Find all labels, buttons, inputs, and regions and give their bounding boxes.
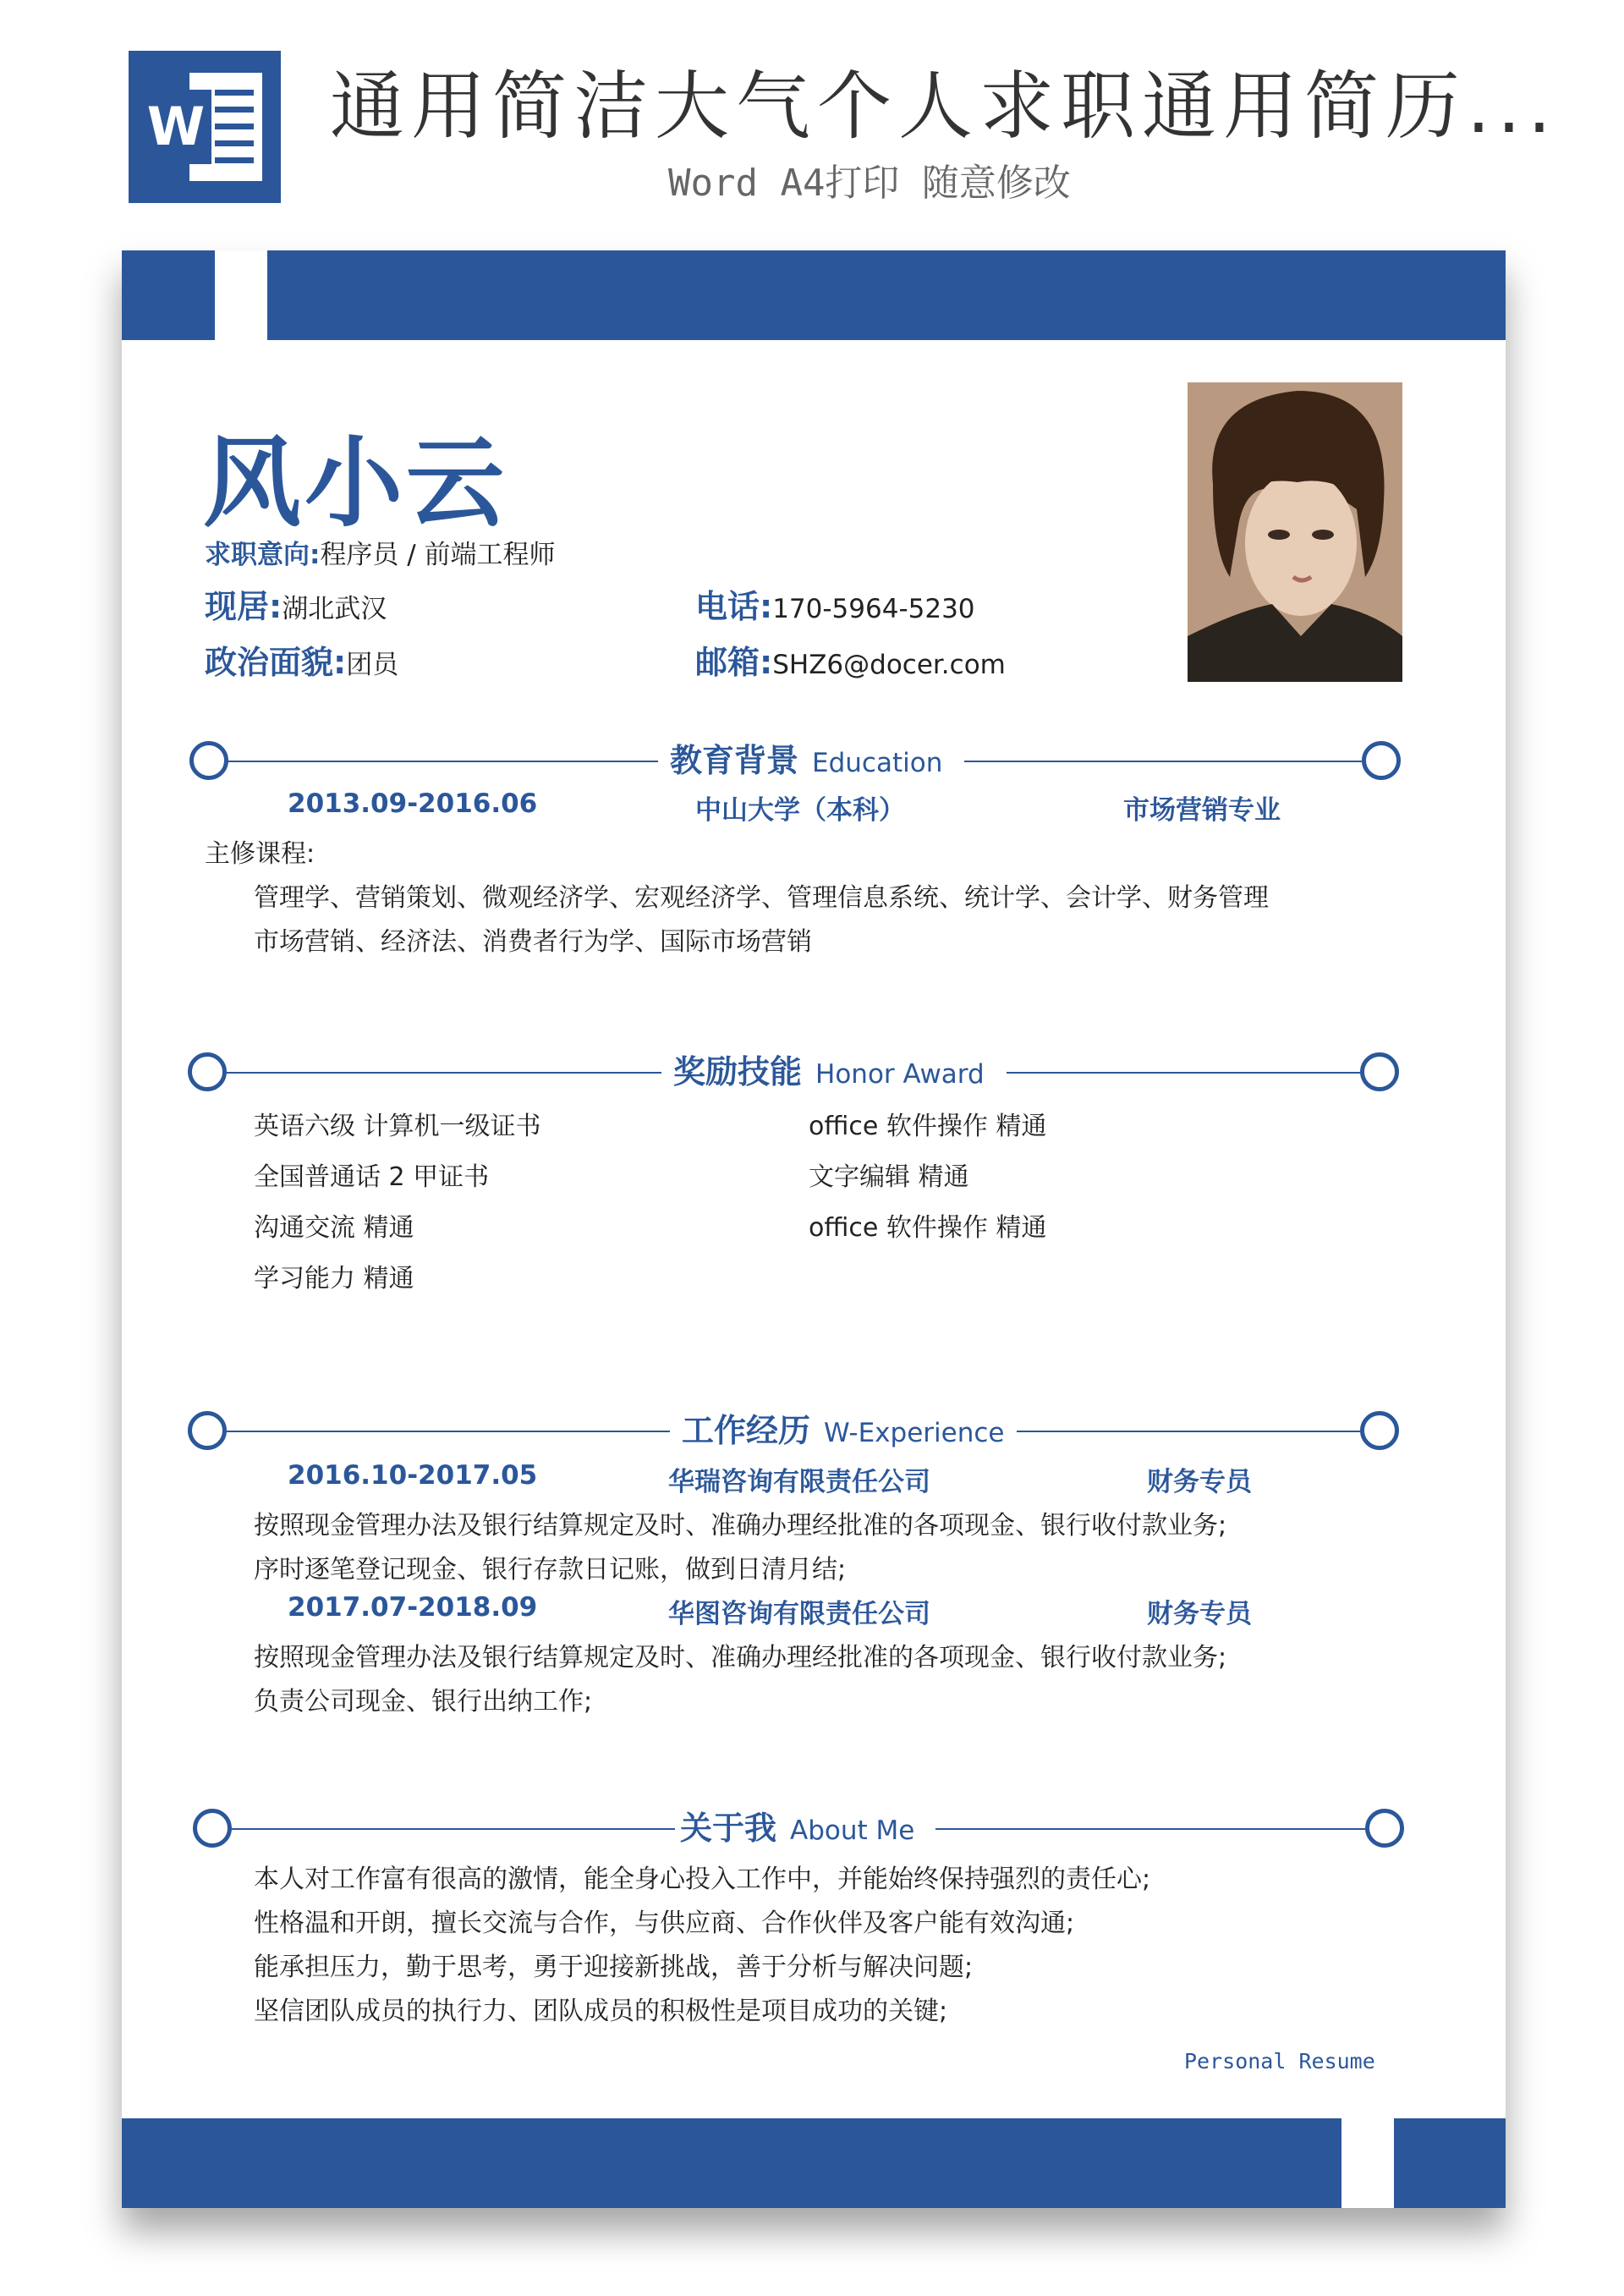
about-title-en: About Me: [790, 1815, 915, 1846]
experience-title-en: W-Experience: [824, 1418, 1005, 1448]
education-major: 市场营销专业: [1123, 795, 1281, 826]
education-heading: [670, 734, 942, 781]
email-label: 邮箱:: [695, 644, 773, 681]
section-right-circle: [1365, 1809, 1404, 1848]
about-line: 性格温和开朗，擅长交流与合作，与供应商、合作伙伴及客户能有效沟通;: [254, 1909, 1075, 1938]
top-bar-right: [267, 250, 1506, 340]
section-line: [1007, 1072, 1360, 1074]
about-line: 坚信团队成员的执行力、团队成员的积极性是项目成功的关键;: [254, 1997, 948, 2026]
skill-item: office 软件操作 精通: [809, 1112, 1047, 1141]
courses-line: 市场营销、经济法、消费者行为学、国际市场营销: [254, 927, 812, 957]
about-title: 关于我: [680, 1810, 777, 1847]
section-left-circle: [188, 1052, 227, 1091]
objective-label: 求职意向:: [205, 540, 321, 570]
education-period: 2013.09-2016.06: [288, 788, 538, 819]
section-right-circle: [1360, 1052, 1399, 1091]
education-school: 中山大学（本科）: [695, 795, 905, 826]
section-right-circle: [1360, 1411, 1399, 1450]
awards-title: 奖励技能: [673, 1053, 803, 1090]
job-period: 2017.07-2018.09: [288, 1592, 538, 1623]
top-bar-left: [122, 250, 215, 340]
section-line: [232, 1828, 675, 1830]
residence-label: 现居:: [205, 588, 283, 625]
bottom-bar-right: [1394, 2118, 1506, 2208]
job-position: 财务专员: [1147, 1599, 1252, 1629]
resume-page: [122, 250, 1506, 2208]
awards-heading: [673, 1046, 985, 1092]
page-subtitle: Word A4打印 随意修改: [668, 162, 1071, 205]
skill-item: 文字编辑 精通: [809, 1162, 969, 1192]
phone-label: 电话:: [695, 588, 773, 625]
residence-value: 湖北武汉: [282, 594, 387, 624]
political-label: 政治面貌:: [205, 644, 347, 681]
award-item: 英语六级 计算机一级证书: [254, 1112, 541, 1141]
objective-row: [205, 533, 556, 571]
award-item: 沟通交流 精通: [254, 1213, 414, 1243]
section-right-circle: [1362, 741, 1401, 780]
section-left-circle: [193, 1809, 232, 1848]
courses-label: 主修课程:: [205, 839, 315, 869]
political-value: 团员: [346, 650, 399, 680]
section-line: [935, 1828, 1365, 1830]
job-duty: 按照现金管理办法及银行结算规定及时、准确办理经批准的各项现金、银行收付款业务;: [254, 1643, 1227, 1673]
job-duty: 负责公司现金、银行出纳工作;: [254, 1687, 593, 1717]
job-duty: 序时逐笔登记现金、银行存款日记账，做到日清月结;: [254, 1555, 847, 1585]
experience-title: 工作经历: [682, 1412, 811, 1449]
email-value: SHZ6@docer.com: [772, 650, 1006, 680]
courses-line: 管理学、营销策划、微观经济学、宏观经济学、管理信息系统、统计学、会计学、财务管理: [254, 883, 1269, 913]
skill-item: office 软件操作 精通: [809, 1213, 1047, 1243]
section-left-circle: [189, 741, 228, 780]
profile-photo: [1188, 382, 1402, 682]
job-duty: 按照现金管理办法及银行结算规定及时、准确办理经批准的各项现金、银行收付款业务;: [254, 1511, 1227, 1541]
award-item: 学习能力 精通: [254, 1264, 414, 1294]
job-company: 华瑞咨询有限责任公司: [668, 1467, 930, 1497]
residence-row: [205, 580, 387, 627]
section-line: [227, 1431, 670, 1432]
about-line: 能承担压力，勤于思考，勇于迎接新挑战，善于分析与解决问题;: [254, 1953, 974, 1982]
email-row: [695, 636, 1006, 683]
word-letter: W: [140, 90, 211, 164]
political-row: [205, 636, 398, 683]
section-line: [1017, 1431, 1360, 1432]
education-title-en: Education: [812, 748, 943, 778]
bottom-bar-left: [122, 2118, 1341, 2208]
candidate-name: 风小云: [203, 426, 508, 541]
job-company: 华图咨询有限责任公司: [668, 1599, 930, 1629]
section-left-circle: [188, 1411, 227, 1450]
word-logo-icon: [129, 51, 281, 203]
about-line: 本人对工作富有很高的激情，能全身心投入工作中，并能始终保持强烈的责任心;: [254, 1865, 1151, 1894]
experience-heading: [682, 1404, 1004, 1451]
award-item: 全国普通话 2 甲证书: [254, 1162, 490, 1192]
page-title: 通用简洁大气个人求职通用简历...: [330, 63, 1558, 150]
job-period: 2016.10-2017.05: [288, 1460, 538, 1491]
education-title: 教育背景: [670, 742, 799, 779]
section-line: [228, 761, 658, 762]
footer-label: Personal Resume: [1184, 2049, 1375, 2074]
phone-row: [695, 580, 975, 627]
about-heading: [680, 1802, 914, 1848]
objective-value: 程序员 / 前端工程师: [320, 540, 556, 570]
awards-title-en: Honor Award: [815, 1059, 985, 1090]
section-line: [964, 761, 1362, 762]
job-position: 财务专员: [1147, 1467, 1252, 1497]
section-line: [227, 1072, 661, 1074]
phone-value: 170-5964-5230: [772, 594, 975, 624]
